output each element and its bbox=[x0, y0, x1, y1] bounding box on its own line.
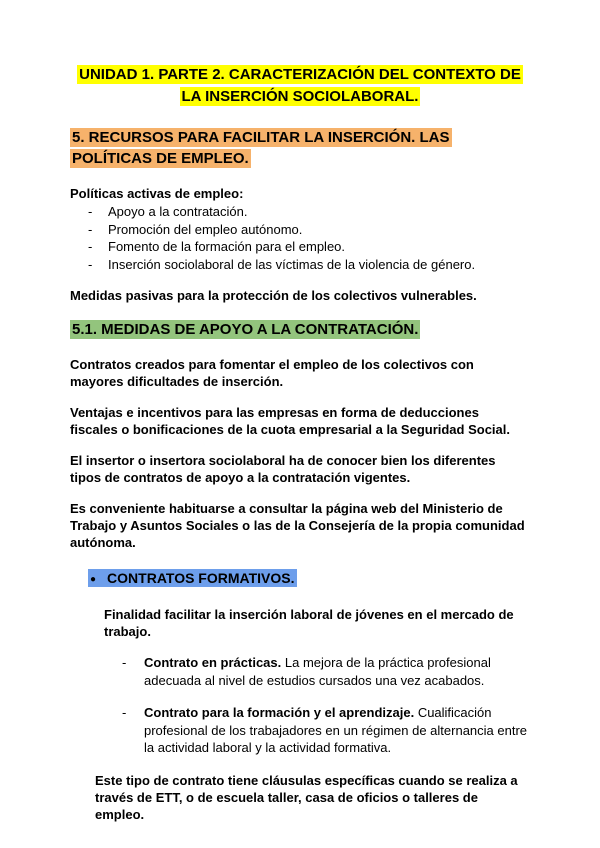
dash-marker: - bbox=[88, 239, 93, 254]
list-item bbox=[70, 256, 530, 274]
dash-marker: - bbox=[88, 256, 93, 272]
contract-type-term: Contrato en prácticas. bbox=[144, 655, 282, 670]
list-item bbox=[70, 238, 530, 256]
title-highlight: UNIDAD 1. PARTE 2. CARACTERIZACIÓN DEL CONTEXTO DE LA INSERCIÓN SOCIOLABORAL. bbox=[79, 66, 521, 105]
list-item-text: Inserción sociolaboral de las víctimas de la violencia de género. bbox=[108, 256, 476, 272]
subsection-heading bbox=[70, 319, 530, 340]
contract-type-text bbox=[144, 654, 530, 689]
bullet-icon: ● bbox=[90, 574, 97, 585]
contract-type-item bbox=[70, 704, 530, 757]
section-heading bbox=[70, 127, 530, 169]
subsection-heading-highlight: 5.1. MEDIDAS DE APOYO A LA CONTRATACIÓN. bbox=[72, 321, 419, 338]
list-item bbox=[70, 203, 530, 221]
document-title bbox=[70, 64, 530, 108]
body-paragraph: Ventajas e incentivos para las empresas en forma de deducciones fiscales o bonificaciones de la cuota empresarial a la Seguridad Social. bbox=[70, 405, 511, 437]
passive-measures-note: Medidas pasivas para la protección de los colectivos vulnerables. bbox=[70, 288, 477, 303]
active-policies-lead: Políticas activas de empleo: bbox=[70, 186, 244, 201]
contract-type-description: Cualificación profesional de los trabajadores en un régimen de alternancia entre la actividad laboral y la actividad formativa. bbox=[144, 705, 528, 755]
list-item bbox=[70, 221, 530, 239]
dash-marker: - bbox=[122, 655, 127, 670]
body-paragraph: Es conveniente habituarse a consultar la página web del Ministerio de Trabajo y Asuntos Sociales o las de la Consejería de la propia comunidad autónoma. bbox=[70, 501, 525, 550]
body-paragraph: Contratos creados para fomentar el empleo de los colectivos con mayores dificultades de inserción. bbox=[70, 357, 474, 389]
closing-paragraph: Este tipo de contrato tiene cláusulas específicas cuando se realiza a través de ETT, o de escuela taller, casa de oficios o talleres de empleo. bbox=[95, 772, 518, 822]
section-heading-highlight: 5. RECURSOS PARA FACILITAR LA INSERCIÓN. LAS POLÍTICAS DE EMPLEO. bbox=[72, 129, 450, 167]
list-item-text: Fomento de la formación para el empleo. bbox=[108, 239, 346, 254]
contract-type-text bbox=[144, 704, 530, 757]
contract-type-item bbox=[70, 654, 530, 689]
active-policies-list bbox=[70, 203, 530, 273]
bullet-heading-text: CONTRATOS FORMATIVOS. bbox=[107, 570, 295, 586]
contract-type-term: Contrato para la formación y el aprendizaje. bbox=[144, 705, 415, 720]
dash-marker: - bbox=[122, 705, 127, 720]
purpose-paragraph: Finalidad facilitar la inserción laboral de jóvenes en el mercado de trabajo. bbox=[104, 607, 514, 639]
list-item-text: Apoyo a la contratación. bbox=[108, 204, 248, 219]
bullet-heading-highlight bbox=[88, 569, 297, 587]
list-item-text: Promoción del empleo autónomo. bbox=[108, 221, 303, 237]
dash-marker: - bbox=[88, 221, 93, 237]
bullet-heading-line bbox=[70, 569, 530, 589]
contract-type-description: La mejora de la práctica profesional adecuada al nivel de estudios cursados una vez acabados. bbox=[144, 655, 491, 688]
body-paragraph: El insertor o insertora sociolaboral ha de conocer bien los diferentes tipos de contratos de apoyo a la contratación vigentes. bbox=[70, 453, 496, 485]
dash-marker: - bbox=[88, 204, 93, 219]
